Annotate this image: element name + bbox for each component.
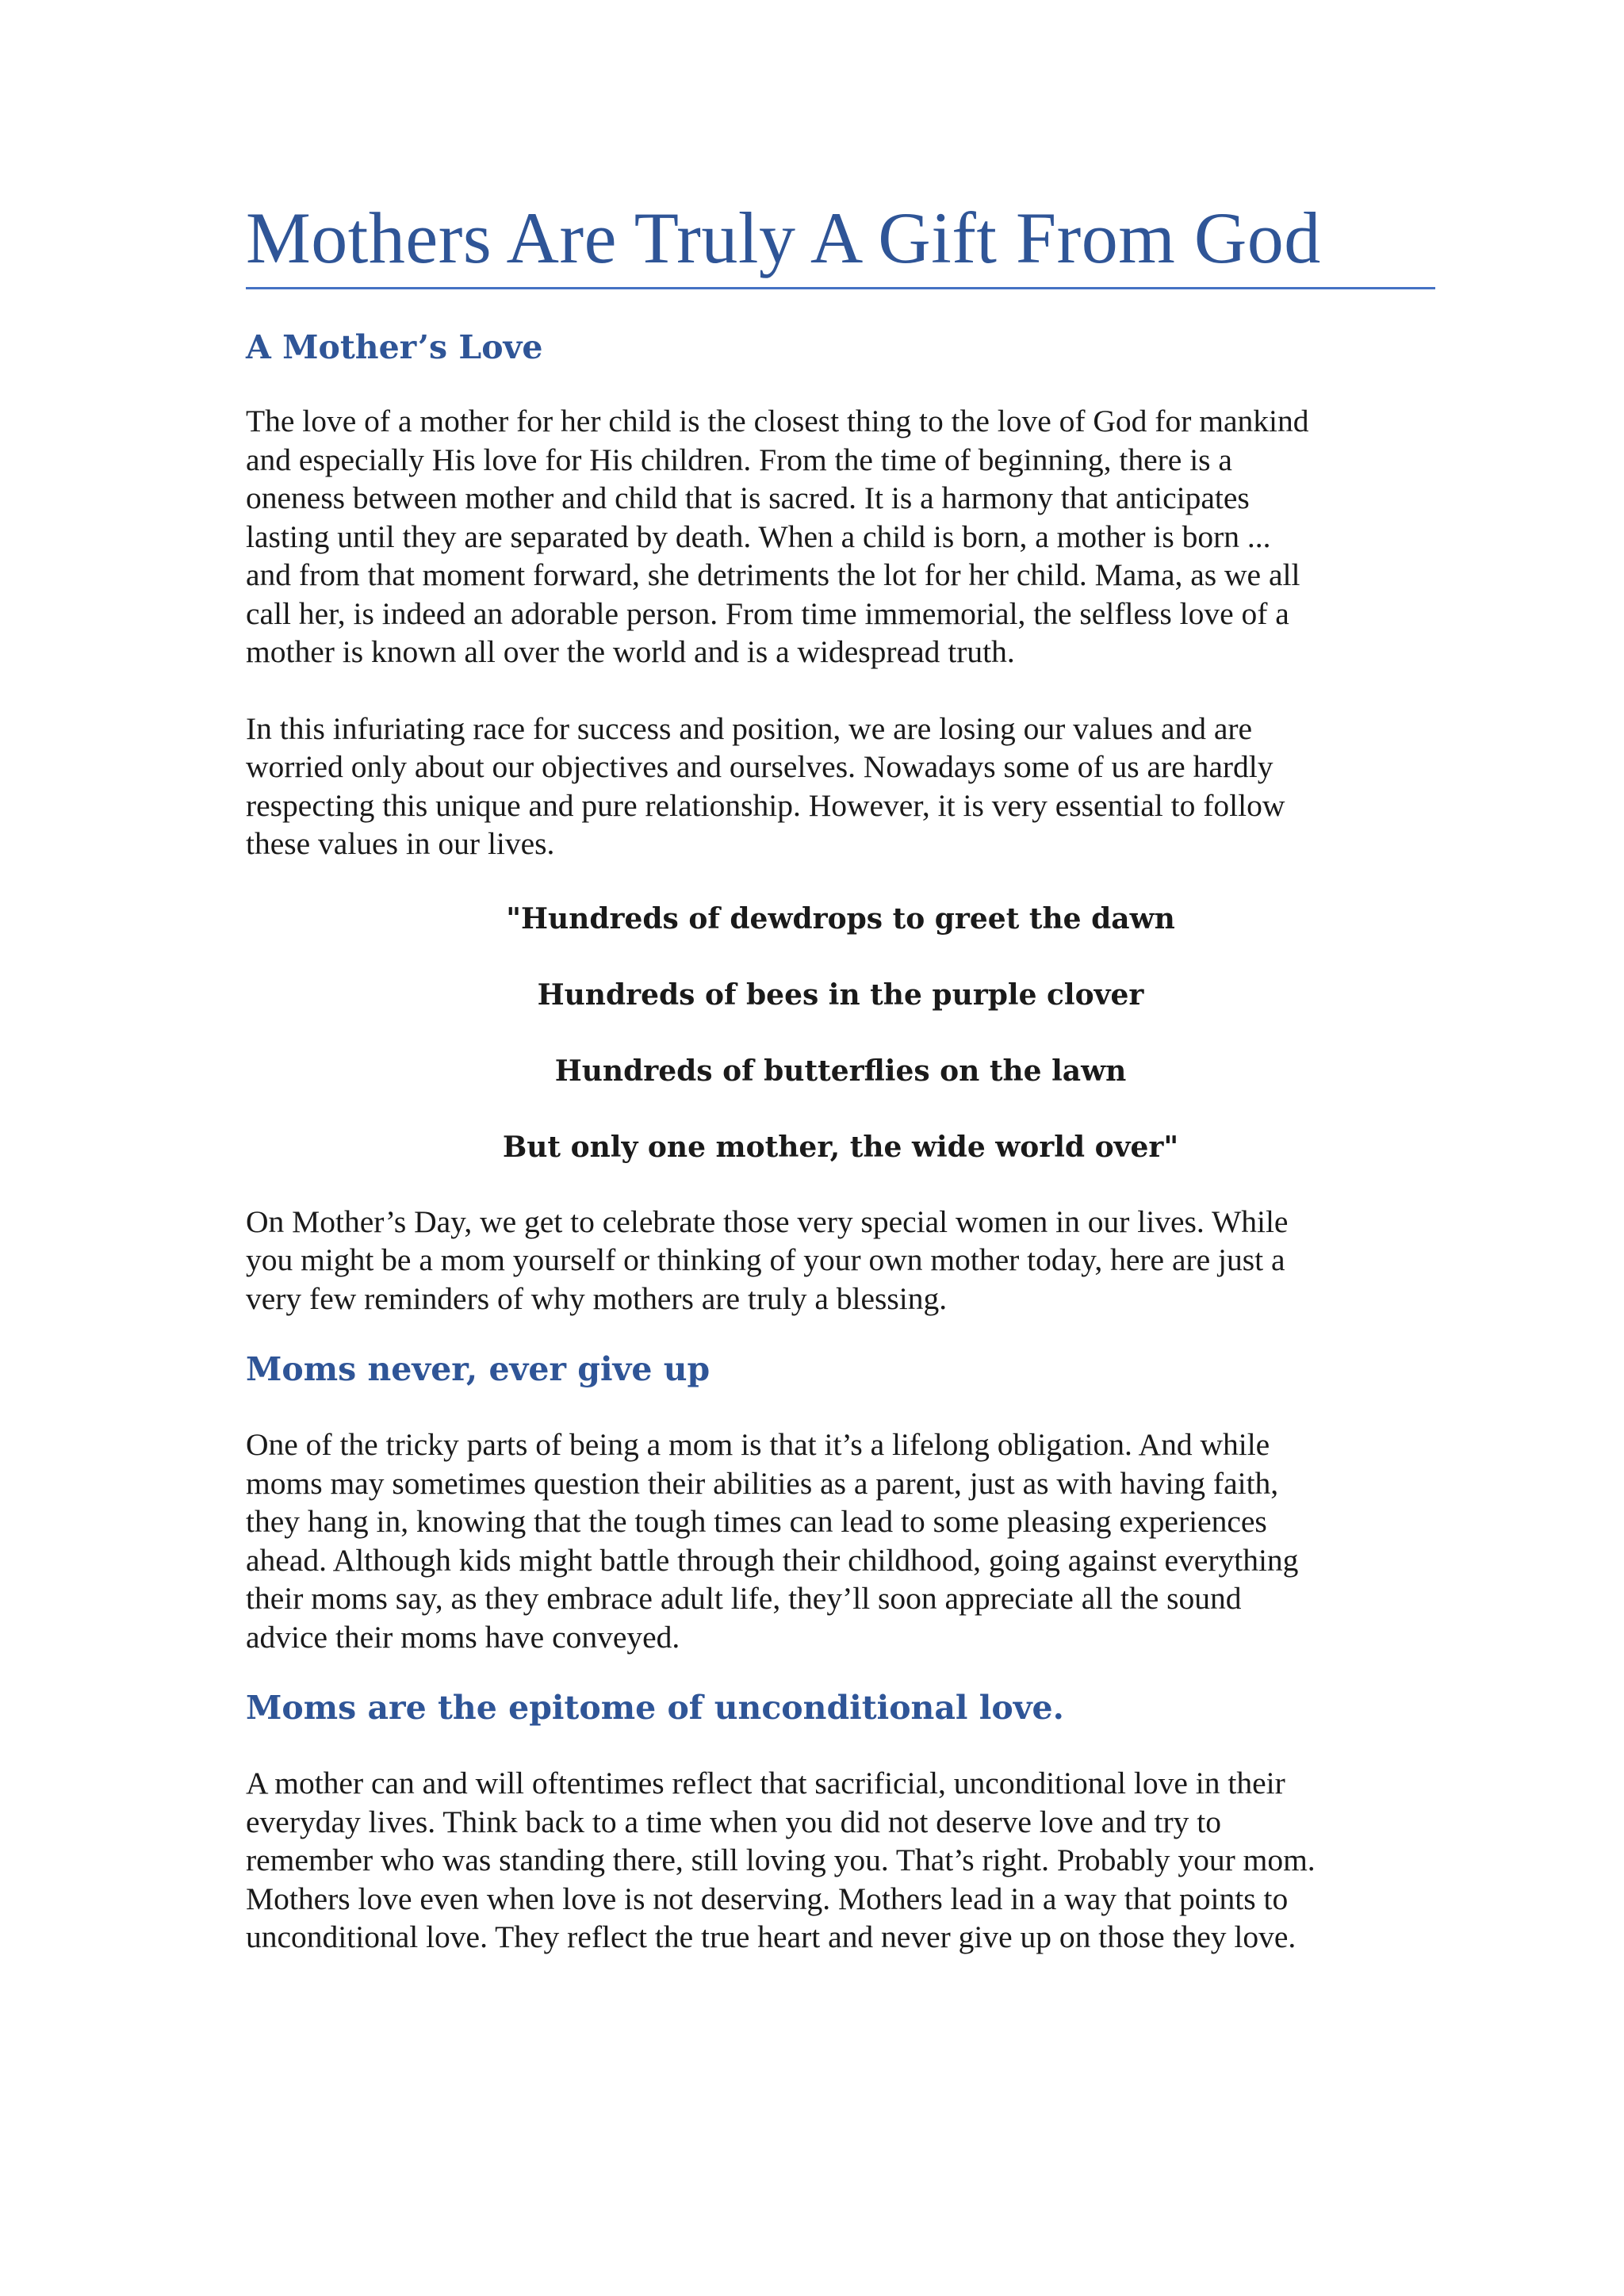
text-line: everyday lives. Think back to a time when you did not deserve love and try to bbox=[246, 1804, 1222, 1839]
verse-line: Hundreds of bees in the purple clover bbox=[537, 978, 1144, 1012]
paragraph-never-give-up bbox=[246, 1425, 1435, 1656]
text-line: call her, is indeed an adorable person. From time immemorial, the selfless love of a bbox=[246, 595, 1289, 631]
text-line: On Mother’s Day, we get to celebrate those very special women in our lives. While bbox=[246, 1203, 1289, 1239]
page-title: Mothers Are Truly A Gift From God bbox=[246, 197, 1321, 278]
text-line: they hang in, knowing that the tough times can lead to some pleasing experiences bbox=[246, 1504, 1267, 1539]
document-content bbox=[246, 190, 1435, 1957]
title-underline bbox=[246, 287, 1435, 289]
text-line: In this infuriating race for success and position, we are losing our values and are bbox=[246, 710, 1253, 746]
text-line: mother is known all over the world and is a widespread truth. bbox=[246, 634, 1015, 669]
text-line: and especially His love for His children. From the time of beginning, there is a bbox=[246, 442, 1232, 477]
paragraph-mothers-love bbox=[246, 402, 1435, 672]
verse-line: "Hundreds of dewdrops to greet the dawn bbox=[506, 901, 1175, 936]
text-line: lasting until they are separated by death. When a child is born, a mother is born ... bbox=[246, 519, 1271, 554]
text-line: moms may sometimes question their abilities as a parent, just as with having faith, bbox=[246, 1465, 1279, 1501]
text-line: and from that moment forward, she detriments the lot for her child. Mama, as we all bbox=[246, 557, 1300, 592]
text-line: very few reminders of why mothers are truly a blessing. bbox=[246, 1280, 948, 1316]
poem-verse bbox=[246, 900, 1435, 1166]
section-heading-mothers-love: A Mother’s Love bbox=[246, 328, 543, 366]
paragraph-values bbox=[246, 710, 1435, 863]
paragraph-mothers-day bbox=[246, 1203, 1435, 1318]
text-line: advice their moms have conveyed. bbox=[246, 1619, 680, 1655]
text-line: you might be a mom yourself or thinking of your own mother today, here are just a bbox=[246, 1242, 1285, 1277]
section-heading-unconditional-love: Moms are the epitome of unconditional love. bbox=[246, 1689, 1064, 1727]
text-line: respecting this unique and pure relationship. However, it is very essential to follow bbox=[246, 787, 1285, 823]
text-line: their moms say, as they embrace adult life, they’ll soon appreciate all the sound bbox=[246, 1581, 1242, 1616]
verse-line: Hundreds of butterflies on the lawn bbox=[554, 1054, 1127, 1088]
text-line: A mother can and will oftentimes reflect that sacrificial, unconditional love in their bbox=[246, 1766, 1285, 1800]
verse-line: But only one mother, the wide world over" bbox=[502, 1130, 1179, 1164]
text-line: The love of a mother for her child is the closest thing to the love of God for mankind bbox=[246, 404, 1309, 438]
text-line: these values in our lives. bbox=[246, 826, 555, 861]
paragraph-unconditional-love bbox=[246, 1764, 1435, 1957]
section-heading-never-give-up: Moms never, ever give up bbox=[246, 1350, 710, 1388]
text-line: oneness between mother and child that is sacred. It is a harmony that anticipates bbox=[246, 480, 1250, 515]
text-line: ahead. Although kids might battle through their childhood, going against everything bbox=[246, 1542, 1299, 1578]
text-line: worried only about our objectives and ourselves. Nowadays some of us are hardly bbox=[246, 749, 1274, 784]
text-line: Mothers love even when love is not deserving. Mothers lead in a way that points to bbox=[246, 1881, 1289, 1916]
text-line: remember who was standing there, still loving you. That’s right. Probably your mom. bbox=[246, 1843, 1316, 1877]
text-line: unconditional love. They reflect the true heart and never give up on those they love. bbox=[246, 1919, 1297, 1954]
text-line: One of the tricky parts of being a mom is that it’s a lifelong obligation. And while bbox=[246, 1427, 1270, 1462]
